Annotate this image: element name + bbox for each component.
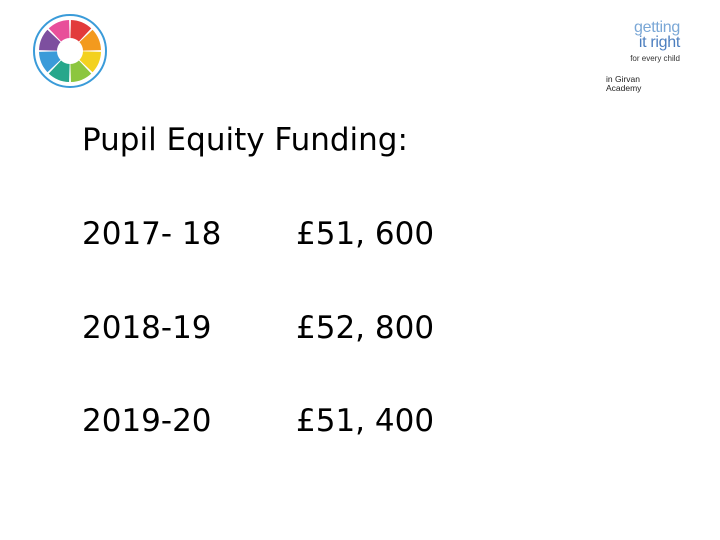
brand-tagline: for every child <box>630 54 680 63</box>
shanarri-wheel-icon <box>33 14 107 88</box>
brand-word-it-right: it right <box>638 34 680 51</box>
funding-amount: £52, 800 <box>296 310 435 346</box>
funding-amount: £51, 400 <box>296 403 435 439</box>
funding-amount: £51, 600 <box>296 216 435 252</box>
school-name-line-1: in Girvan <box>606 74 641 84</box>
funding-year: 2019-20 <box>82 403 212 439</box>
wellbeing-wheel-logo <box>33 14 107 88</box>
funding-year: 2018-19 <box>82 310 212 346</box>
slide-title: Pupil Equity Funding: <box>82 122 408 158</box>
funding-year: 2017- 18 <box>82 216 222 252</box>
brand-word-getting: getting <box>634 19 680 36</box>
school-name-line-2: Academy <box>606 83 642 93</box>
